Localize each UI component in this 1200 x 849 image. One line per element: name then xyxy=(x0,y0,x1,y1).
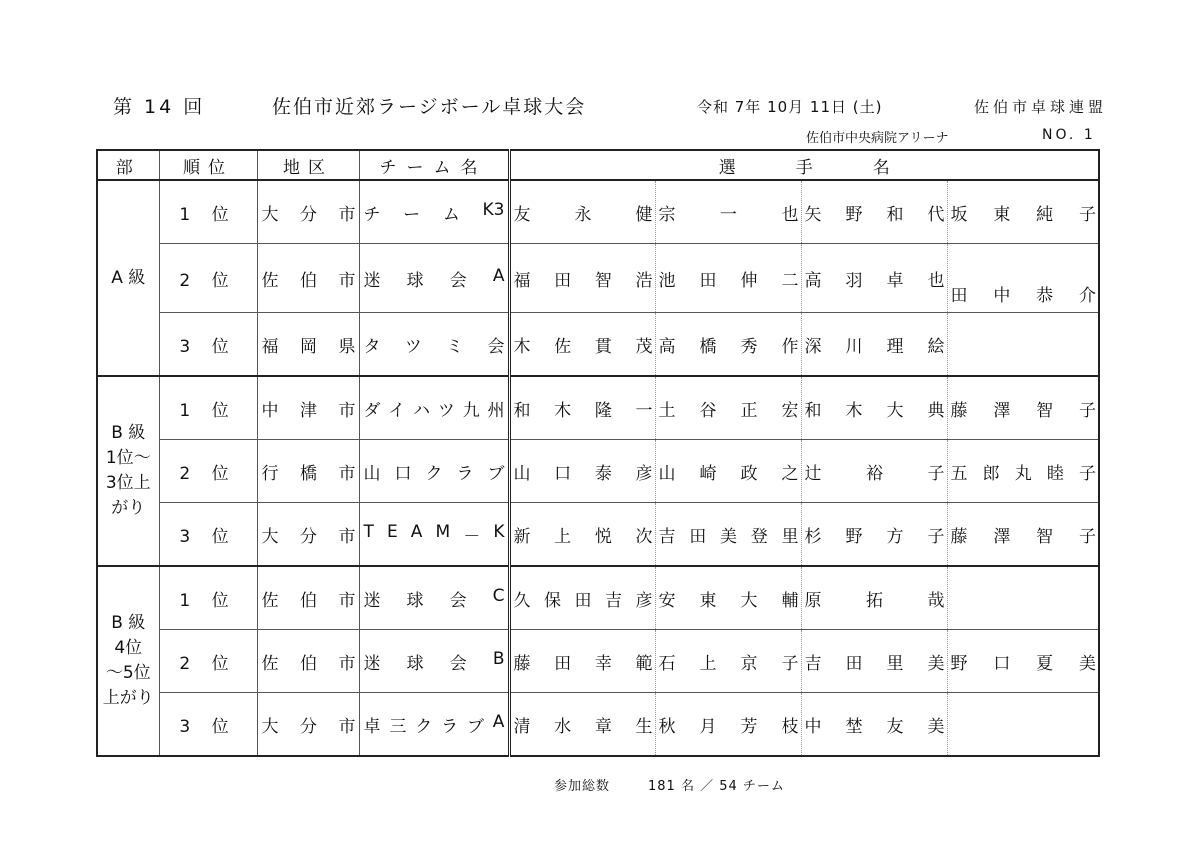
spaced-text: 池 田 伸 二 xyxy=(658,270,799,291)
spaced-text: 土 谷 正 宏 xyxy=(658,400,799,421)
spaced-text: 藤 澤 智 子 xyxy=(950,526,1096,547)
area-cell xyxy=(257,313,359,377)
spaced-text: 佐 伯 市 xyxy=(261,653,356,674)
rank-cell: 1 位 xyxy=(159,180,257,244)
team-cell xyxy=(359,630,509,693)
rank-cell: 3 位 xyxy=(159,693,257,757)
round-number: 第 14 回 xyxy=(113,96,206,118)
division-cell xyxy=(97,376,159,566)
team-cell xyxy=(359,180,509,244)
team-cell xyxy=(359,244,509,313)
spaced-text: 山 口 ク ラ ブ xyxy=(363,463,505,484)
division-label-line: 4位 xyxy=(114,638,143,658)
player-cell xyxy=(509,440,655,503)
player-cell xyxy=(509,693,655,757)
spaced-text: 迷 球 会 C xyxy=(363,585,505,611)
spaced-text: 深 川 理 絵 xyxy=(804,336,945,357)
player-cell xyxy=(801,376,947,440)
spaced-text: 清 水 章 生 xyxy=(513,716,653,737)
spaced-text: T E A M － K xyxy=(363,521,505,547)
spaced-text: 原 拓 哉 xyxy=(804,590,945,611)
table-row xyxy=(97,244,1099,313)
division-label-line: がり xyxy=(111,498,146,518)
team-cell xyxy=(359,693,509,757)
player-cell xyxy=(655,566,801,630)
player-cell xyxy=(509,376,655,440)
player-cell xyxy=(947,376,1099,440)
spaced-text: 野 口 夏 美 xyxy=(950,653,1096,674)
division-label-line: ～5位 xyxy=(105,663,151,683)
player-cell xyxy=(509,244,655,313)
player-cell xyxy=(655,630,801,693)
spaced-text: 友 永 健 xyxy=(513,204,653,225)
player-cell xyxy=(947,244,1099,313)
column-header-division: 部 xyxy=(97,150,159,180)
spaced-text: 大 分 市 xyxy=(261,716,356,737)
player-cell xyxy=(947,693,1099,757)
spaced-text: 安 東 大 輔 xyxy=(658,590,799,611)
spaced-text: 迷 球 会 B xyxy=(363,648,505,674)
spaced-text: 矢 野 和 代 xyxy=(804,204,945,225)
player-cell xyxy=(947,566,1099,630)
division-label-line: B 級 xyxy=(111,423,146,443)
column-header-area: 地区 xyxy=(257,150,359,180)
spaced-text: 田 中 恭 介 xyxy=(950,286,1096,306)
player-cell xyxy=(655,440,801,503)
spaced-text: 木 佐 貫 茂 xyxy=(513,336,653,357)
table-row xyxy=(97,376,1099,440)
division-group xyxy=(97,376,1099,566)
table-row xyxy=(97,180,1099,244)
player-cell xyxy=(509,313,655,377)
area-cell xyxy=(257,630,359,693)
division-group xyxy=(97,180,1099,376)
organizer-name: 佐伯市卓球連盟 xyxy=(974,98,1108,116)
player-cell xyxy=(655,313,801,377)
division-label-line: B 級 xyxy=(111,613,146,633)
table-row xyxy=(97,313,1099,377)
spaced-text: 中 津 市 xyxy=(261,400,356,421)
spaced-text: 佐 伯 市 xyxy=(261,590,356,611)
column-header-team: チーム名 xyxy=(359,150,509,180)
spaced-text: 吉 田 里 美 xyxy=(804,653,945,674)
spaced-text: 卓 三 ク ラ ブ A xyxy=(363,711,505,737)
player-cell xyxy=(801,630,947,693)
spaced-text: 辻 裕 子 xyxy=(804,463,945,484)
division-label-line: 上がり xyxy=(102,688,154,708)
event-date: 令和 7年 10月 11日 (土) xyxy=(697,98,883,116)
spaced-text: 和 木 大 典 xyxy=(804,400,945,421)
division-label-line: 3位上 xyxy=(105,473,151,493)
spaced-text: 大 分 市 xyxy=(261,526,356,547)
player-cell xyxy=(947,630,1099,693)
player-cell xyxy=(655,376,801,440)
results-table xyxy=(96,149,1100,757)
page-number: NO. 1 xyxy=(1042,127,1096,143)
division-cell xyxy=(97,566,159,756)
player-cell xyxy=(801,180,947,244)
spaced-text: 坂 東 純 子 xyxy=(950,204,1096,225)
player-cell xyxy=(655,693,801,757)
player-cell xyxy=(655,180,801,244)
division-label-line: 1位～ xyxy=(105,448,151,468)
spaced-text: 中 埜 友 美 xyxy=(804,716,945,737)
column-header-players: 選手名 xyxy=(509,150,1099,180)
table-row xyxy=(97,440,1099,503)
team-cell xyxy=(359,313,509,377)
area-cell xyxy=(257,376,359,440)
rank-cell: 3 位 xyxy=(159,313,257,377)
player-cell xyxy=(801,503,947,567)
header-row xyxy=(97,150,1099,180)
spaced-text: 迷 球 会 A xyxy=(363,265,505,291)
area-cell xyxy=(257,244,359,313)
spaced-text: 久 保 田 吉 彦 xyxy=(513,590,653,611)
player-cell xyxy=(801,566,947,630)
area-cell xyxy=(257,566,359,630)
spaced-text: 杉 野 方 子 xyxy=(804,526,945,547)
spaced-text: 高 橋 秀 作 xyxy=(658,336,799,357)
area-cell xyxy=(257,693,359,757)
player-cell xyxy=(801,244,947,313)
team-cell xyxy=(359,503,509,567)
rank-cell: 3 位 xyxy=(159,503,257,567)
division-cell xyxy=(97,180,159,376)
spaced-text: ダ イ ハ ツ 九 州 xyxy=(363,400,505,421)
division-label-line: A 級 xyxy=(111,267,146,288)
participant-summary xyxy=(554,775,785,794)
team-cell xyxy=(359,440,509,503)
area-cell xyxy=(257,440,359,503)
summary-value: 181 名 ／ 54 チーム xyxy=(648,779,785,794)
tournament-title: 佐伯市近郊ラージボール卓球大会 xyxy=(272,96,587,118)
spaced-text: タ ツ ミ 会 xyxy=(363,336,505,357)
team-cell xyxy=(359,566,509,630)
player-cell xyxy=(509,180,655,244)
player-cell xyxy=(947,313,1099,377)
table-row xyxy=(97,503,1099,567)
player-cell xyxy=(655,244,801,313)
spaced-text: 大 分 市 xyxy=(261,204,356,225)
rank-cell: 2 位 xyxy=(159,630,257,693)
rank-cell: 2 位 xyxy=(159,440,257,503)
player-cell xyxy=(947,180,1099,244)
venue-name: 佐伯市中央病院アリーナ xyxy=(806,131,949,146)
spaced-text: 佐 伯 市 xyxy=(261,270,356,291)
table-row xyxy=(97,566,1099,630)
spaced-text: 秋 月 芳 枝 xyxy=(658,716,799,737)
spaced-text: 新 上 悦 次 xyxy=(513,526,653,547)
spaced-text: 藤 田 幸 範 xyxy=(513,653,653,674)
spaced-text: 吉 田 美 登 里 xyxy=(658,526,799,547)
spaced-text: 藤 澤 智 子 xyxy=(950,400,1096,421)
rank-cell: 1 位 xyxy=(159,566,257,630)
player-cell xyxy=(509,566,655,630)
player-cell xyxy=(947,503,1099,567)
summary-label: 参加総数 xyxy=(554,779,611,794)
area-cell xyxy=(257,503,359,567)
spaced-text: 福 岡 県 xyxy=(261,336,356,357)
spaced-text: 五 郎 丸 睦 子 xyxy=(950,463,1096,484)
table-row xyxy=(97,693,1099,757)
spaced-text: 行 橋 市 xyxy=(261,463,356,484)
player-cell xyxy=(655,503,801,567)
player-cell xyxy=(801,313,947,377)
table-row xyxy=(97,630,1099,693)
spaced-text: 高 羽 卓 也 xyxy=(804,270,945,291)
player-cell xyxy=(509,503,655,567)
rank-cell: 1 位 xyxy=(159,376,257,440)
division-group xyxy=(97,566,1099,756)
column-header-rank: 順位 xyxy=(159,150,257,180)
spaced-text: 和 木 隆 一 xyxy=(513,400,653,421)
player-cell xyxy=(947,440,1099,503)
spaced-text: 山 崎 政 之 xyxy=(658,463,799,484)
rank-cell: 2 位 xyxy=(159,244,257,313)
spaced-text: 山 口 泰 彦 xyxy=(513,463,653,484)
spaced-text: 石 上 京 子 xyxy=(658,653,799,674)
player-cell xyxy=(801,440,947,503)
team-cell xyxy=(359,376,509,440)
spaced-text: 宗 一 也 xyxy=(658,204,799,225)
player-cell xyxy=(801,693,947,757)
player-cell xyxy=(509,630,655,693)
spaced-text: チ ー ム K3 xyxy=(363,199,505,225)
spaced-text: 福 田 智 浩 xyxy=(513,270,653,291)
area-cell xyxy=(257,180,359,244)
